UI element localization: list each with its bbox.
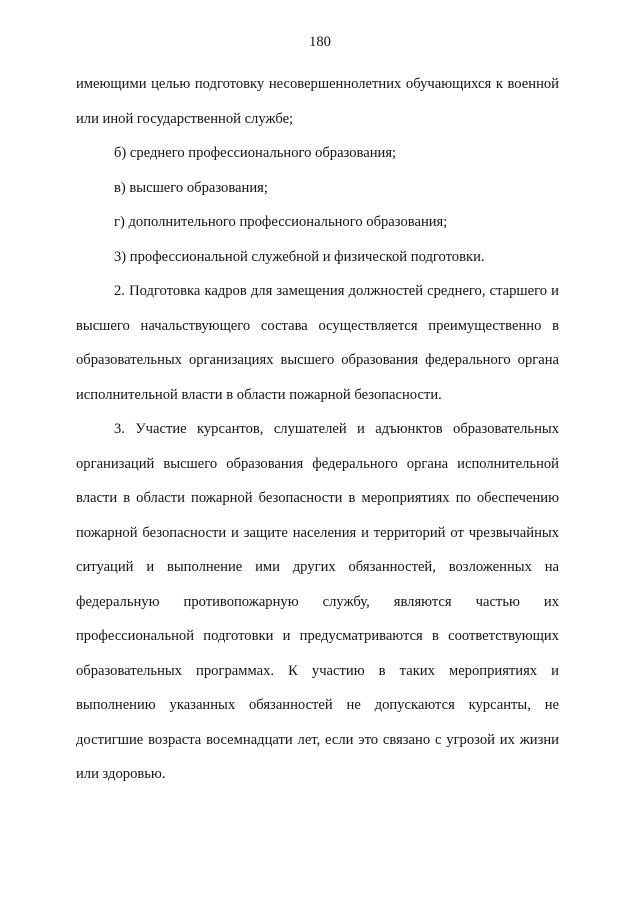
list-item-v: в) высшего образования; xyxy=(114,179,268,196)
document-body xyxy=(76,67,559,792)
list-item-3: 3) профессиональной служебной и физической подготовки. xyxy=(114,248,485,265)
paragraph-item-3: 3. Участие курсантов, слушателей и адъюнктов образовательных организаций высшего образования федерального органа исполнительной власти в области пожарной безопасности в мероприятиях по обеспечению пожарной безопасности и защите населения и территорий от чрезвычайных ситуаций и выполнение ими других обязанностей, возложенных на федеральную противопожарную службу, являются частью их профессиональной подготовки и предусматриваются в соответствующих образовательных программах. К участию в таких мероприятиях и выполнению указанных обязанностей не допускаются курсанты, не достигшие возраста восемнадцати лет, если это связано с угрозой их жизни или здоровью. xyxy=(76,421,559,782)
list-item-b: б) среднего профессионального образования; xyxy=(114,145,397,161)
page-number: 180 xyxy=(309,34,331,50)
paragraph-continuation: имеющими целью подготовку несовершеннолетних обучающихся к военной или иной государственной службе; xyxy=(76,76,559,127)
paragraph-item-2: 2. Подготовка кадров для замещения должностей среднего, старшего и высшего начальствующего состава осуществляется преимущественно в образовательных организациях высшего образования федерального органа исполнительной власти в области пожарной безопасности. xyxy=(76,283,559,403)
list-item-g: г) дополнительного профессионального образования; xyxy=(114,214,448,230)
